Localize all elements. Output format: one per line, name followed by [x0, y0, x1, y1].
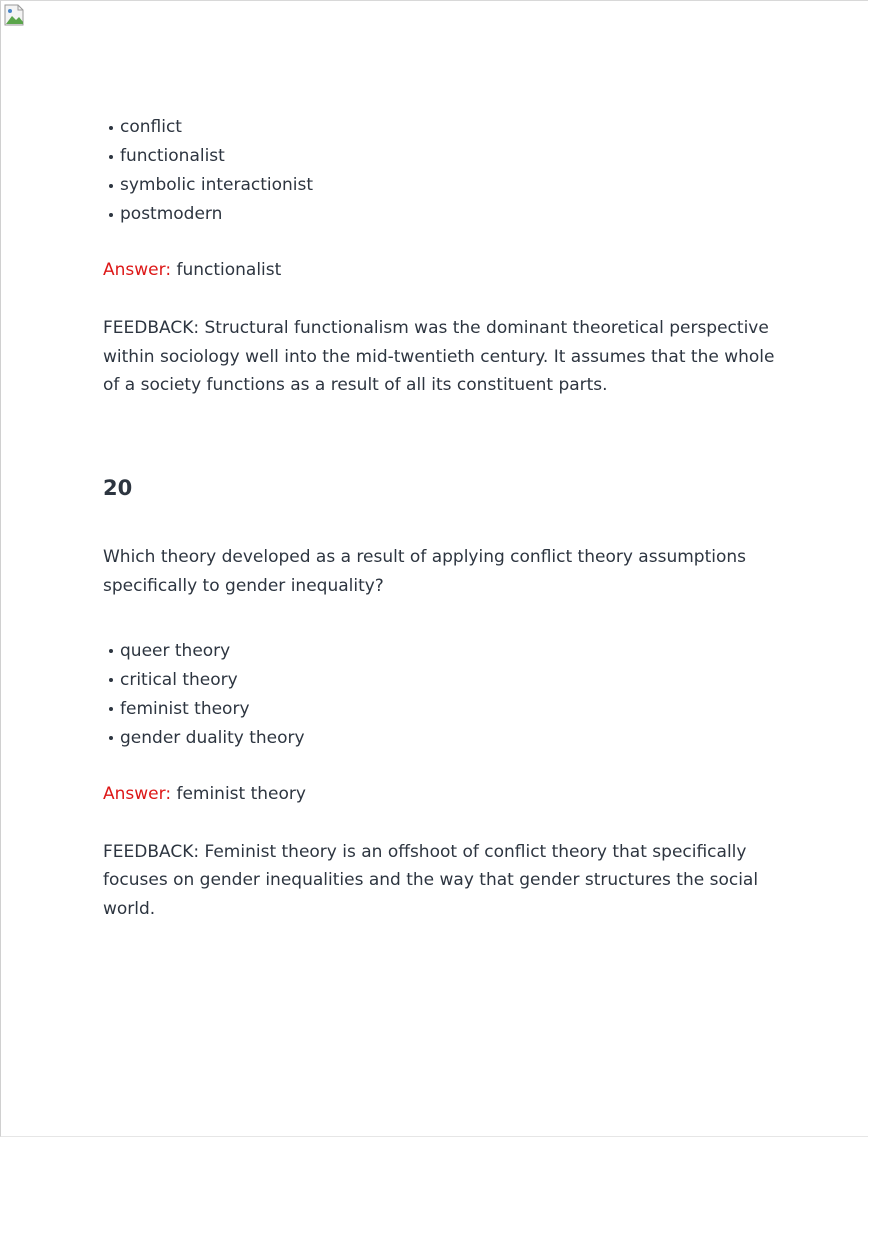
answer-value: functionalist: [176, 260, 282, 280]
list-item: queer theory: [103, 637, 783, 666]
answer-label: Answer:: [103, 783, 172, 804]
list-item: feminist theory: [103, 695, 783, 724]
bullet-icon: [109, 126, 113, 130]
q19-options: [103, 113, 783, 229]
list-item: critical theory: [103, 666, 783, 695]
q19-feedback: FEEDBACK: Structural functionalism was the dominant theoretical perspective within sociology well into the mid-twentieth century. It assumes that the whole of a society functions as a result of all its constituent parts.: [103, 318, 775, 396]
bullet-icon: [109, 155, 113, 159]
list-item: functionalist: [103, 142, 783, 171]
bullet-icon: [109, 736, 113, 740]
bullet-icon: [109, 707, 113, 711]
question-text: Which theory developed as a result of applying conflict theory assumptions specifically to gender inequality?: [103, 547, 746, 596]
quiz-content: [103, 113, 783, 924]
list-item: postmodern: [103, 200, 783, 229]
list-item: conflict: [103, 113, 783, 142]
q20-answer: [103, 780, 783, 809]
q20-options: [103, 637, 783, 753]
list-item: symbolic interactionist: [103, 171, 783, 200]
answer-label: Answer:: [103, 260, 172, 280]
bullet-icon: [109, 649, 113, 653]
bullet-icon: [109, 184, 113, 188]
q20-feedback: FEEDBACK: Feminist theory is an offshoot of conflict theory that specifically focuses on gender inequalities and the way that gender structures the social world.: [103, 841, 759, 919]
list-item: gender duality theory: [103, 724, 783, 753]
bullet-icon: [109, 678, 113, 682]
answer-value: feminist theory: [176, 783, 306, 804]
question-number: 20: [103, 476, 133, 501]
broken-image-icon: [4, 4, 26, 26]
bullet-icon: [109, 213, 113, 217]
q19-answer: [103, 256, 783, 285]
